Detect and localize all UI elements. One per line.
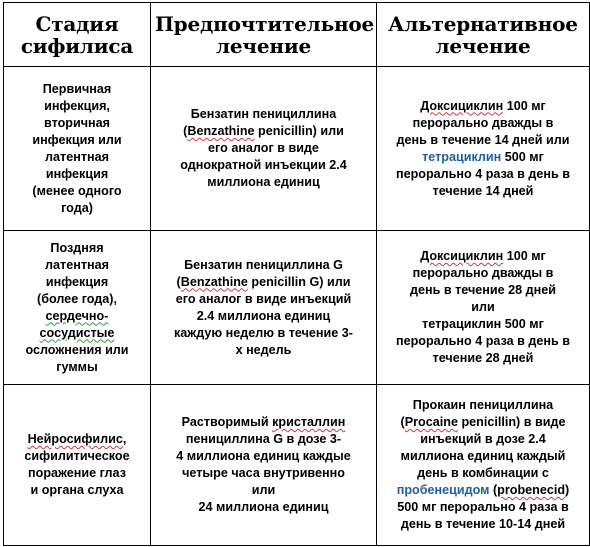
spellcheck-word: Доксициклин xyxy=(420,249,504,263)
spellcheck-word: сосудистые xyxy=(39,325,115,340)
spellcheck-word: probenecid xyxy=(497,483,566,497)
table-row xyxy=(4,231,590,385)
header-alternative: Альтернативное лечение xyxy=(377,3,590,67)
alternative-cell-late: Доксициклин 100 мг перорально дважды в день в течение 28 дней или тетрациклин 500 мг перорально 4 раза в день в течение 28 дней xyxy=(377,231,590,385)
probenecid-link[interactable]: пробенецидом xyxy=(396,483,490,497)
alternative-cell-neuro: Прокаин пенициллина (Procaine penicillin) в виде инъекций в дозе 2.4 миллиона единиц каждый день в комбинации с пробенецидом (probenecid) 500 мг перорально 4 раза в день в течение 10-14 дней xyxy=(377,385,590,546)
stage-cell-late: Поздняя латентная инфекция (более года), сердечно- сосудистые осложнения или гуммы xyxy=(4,231,151,385)
spellcheck-word: Benzathine xyxy=(187,124,255,138)
alternative-cell-early: Доксициклин 100 мг перорально дважды в день в течение 14 дней или тетрациклин 500 мг перорально 4 раза в день в течение 14 дней xyxy=(377,67,590,231)
preferred-cell-neuro: Растворимый кристаллин пенициллина G в дозе 3- 4 миллиона единиц каждые четыре часа внутривенно или 24 миллиона единиц xyxy=(151,385,377,546)
spellcheck-word: Доксициклин xyxy=(420,98,504,113)
header-stage: Стадия сифилиса xyxy=(4,3,151,67)
table-row xyxy=(4,67,590,231)
spellcheck-word: сердечно- xyxy=(45,308,109,323)
spellcheck-word: кристаллин xyxy=(272,415,346,429)
preferred-cell-early: Бензатин пенициллина (Benzathine penicillin) или его аналог в виде однократной инъекции 2.4 миллиона единиц xyxy=(151,67,377,231)
stage-cell-neuro: Нейросифилис, сифилитическое поражение глаз и органа слуха xyxy=(4,385,151,546)
stage-cell-early: Первичная инфекция, вторичная инфекция или латентная инфекция (менее одного года) xyxy=(4,67,151,231)
syphilis-treatment-table xyxy=(3,2,590,546)
header-preferred: Предпочтительное лечение xyxy=(151,3,377,67)
preferred-cell-late: Бензатин пенициллина G (Benzathine penicillin G) или его аналог в виде инъекций 2.4 миллиона единиц каждую неделю в течение 3- х недель xyxy=(151,231,377,385)
table-header-row xyxy=(4,3,590,67)
spellcheck-word: Benzathine xyxy=(180,274,248,289)
table-row xyxy=(4,385,590,546)
spellcheck-word: Procaine xyxy=(404,415,458,429)
spellcheck-word: Нейросифилис xyxy=(27,432,123,446)
tetracycline-link[interactable]: тетрациклин xyxy=(422,149,502,164)
